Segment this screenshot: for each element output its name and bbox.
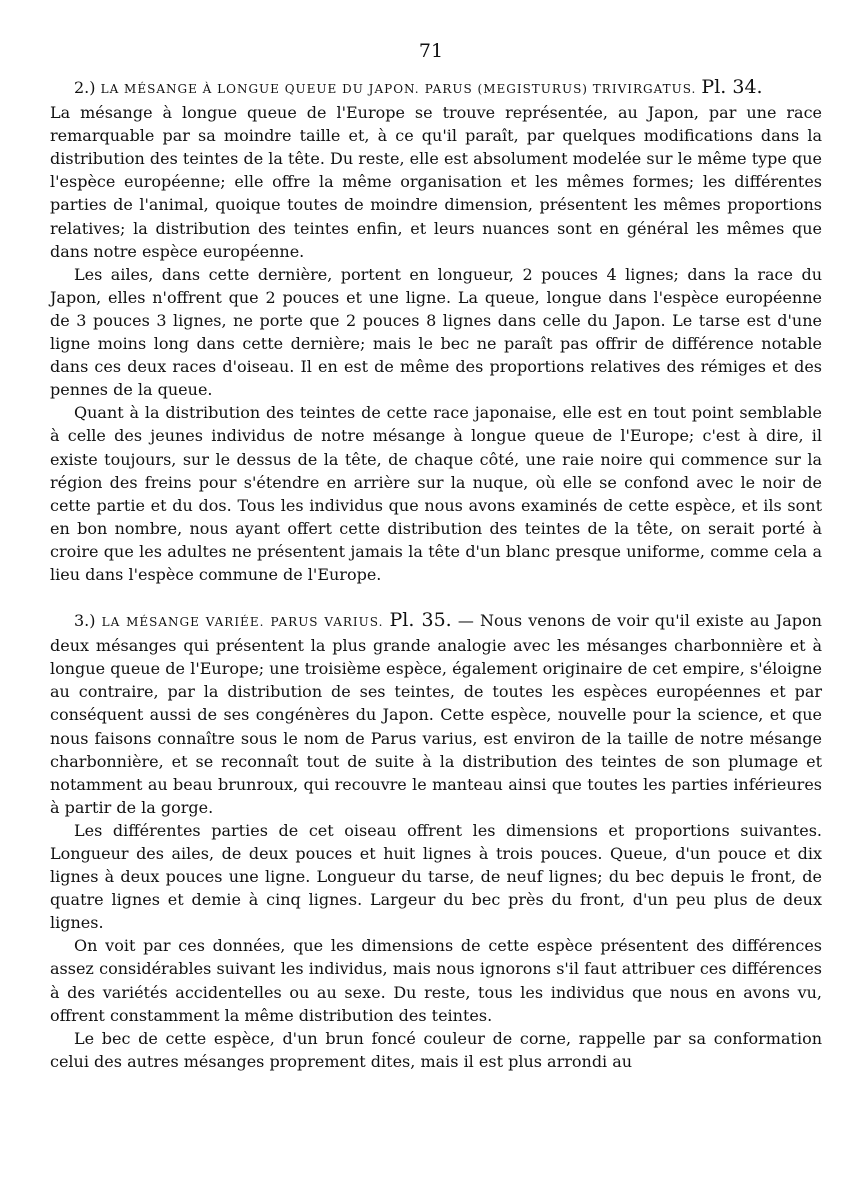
page-number: 71 bbox=[418, 40, 444, 62]
section-heading-2 bbox=[50, 609, 822, 819]
paragraph: Les différentes parties de cet oiseau offrent les dimensions et proportions suivantes. Longueur des ailes, de deux pouces et huit lignes à trois pouces. Queue, d'un pouce et dix lignes à deux pouces une ligne. Longueur du tarse, de neuf lignes; du bec depuis le front, de quatre lignes et demie à cinq lignes. Largeur du bec près du front, d'un peu plus de deux lignes. bbox=[50, 820, 822, 933]
section-number: 3.) bbox=[74, 611, 96, 631]
body-text bbox=[50, 76, 822, 1073]
section-latin-name: PARUS VARIUS. bbox=[270, 615, 384, 630]
plate-reference: Pl. 35. bbox=[389, 609, 452, 632]
section-gap bbox=[50, 586, 822, 609]
section-heading-1 bbox=[50, 76, 822, 101]
section-number: 2.) bbox=[74, 78, 96, 97]
plate-reference: Pl. 34. bbox=[701, 76, 763, 98]
section-title: LA MÉSANGE À LONGUE QUEUE DU JAPON. bbox=[100, 82, 420, 96]
paragraph: On voit par ces données, que les dimensions de cette espèce présentent des différences assez considérables suivant les individus, mais nous ignorons s'il faut attribuer ces différences à des variétés accidentelles ou au sexe. Du reste, tous les individus que nous en avons vu, offrent constamment la même distribution des teintes. bbox=[50, 936, 822, 1025]
paragraph: La mésange à longue queue de l'Europe se trouve représentée, au Japon, par une race remarquable par sa moindre taille et, à ce qu'il paraît, par quelques modifications dans la distribution des teintes de la tête. Du reste, elle est absolument modelée sur le même type que l'espèce européenne; elle offre la même organisation et les mêmes formes; les différentes parties de l'animal, quoique toutes de moindre dimension, présentent les mêmes proportions relatives; la distribution des teintes enfin, et leurs nuances sont en général les mêmes que dans notre espèce européenne. bbox=[50, 103, 822, 261]
paragraph: Le bec de cette espèce, d'un brun foncé couleur de corne, rappelle par sa conformation celui des autres mésanges proprement dites, mais il est plus arrondi au bbox=[50, 1028, 822, 1071]
paragraph: Quant à la distribution des teintes de cette race japonaise, elle est en tout point semblable à celle des jeunes individus de notre mésange à longue queue de l'Europe; c'est à dire, il existe toujours, sur le dessus de la tête, de chaque côté, une raie noire qui commence sur la région des freins pour s'étendre en arrière sur la nuque, où elle se confond avec le noir de cette partie et du dos. Tous les individus que nous avons examinés de cette espèce, et ils sont en bon nombre, nous ayant offert cette distribution des teintes de la tête, on serait porté à croire que les adultes ne présentent jamais la tête d'un blanc presque uniforme, comme cela a lieu dans l'espèce commune de l'Europe. bbox=[50, 403, 822, 584]
section-intro-text: — Nous venons de voir qu'il existe au Japon deux mésanges qui présentent la plus grande analogie avec les mésanges charbonnière et à longue queue de l'Europe; une troisième espèce, également originaire de cet empire, s'éloigne au contraire, par la distribution de ses teintes, de toutes les espèces européennes et par conséquent aussi de ses congénères du Japon. Cette espèce, nouvelle pour la science, et que nous faisons connaître sous le nom de Parus varius, est environ de la taille de notre mésange charbonnière, et se reconnaît tout de suite à la distribution des teintes de son plumage et notamment au beau brunroux, qui recouvre le manteau ainsi que toutes les parties inférieures à partir de la gorge. bbox=[50, 611, 822, 817]
paragraph: Les ailes, dans cette dernière, portent en longueur, 2 pouces 4 lignes; dans la race du Japon, elles n'offrent que 2 pouces et une ligne. La queue, longue dans l'espèce européenne de 3 pouces 3 lignes, ne porte que 2 pouces 8 lignes dans celle du Japon. Le tarse est d'une ligne moins long dans cette dernière; mais le bec ne paraît pas offrir de différence notable dans ces deux races d'oiseau. Il en est de même des proportions relatives des rémiges et des pennes de la queue. bbox=[50, 264, 822, 400]
section-title: LA MÉSANGE VARIÉE. bbox=[101, 615, 265, 630]
section-latin-name: PARUS (MEGISTURUS) TRIVIRGATUS. bbox=[424, 82, 697, 96]
